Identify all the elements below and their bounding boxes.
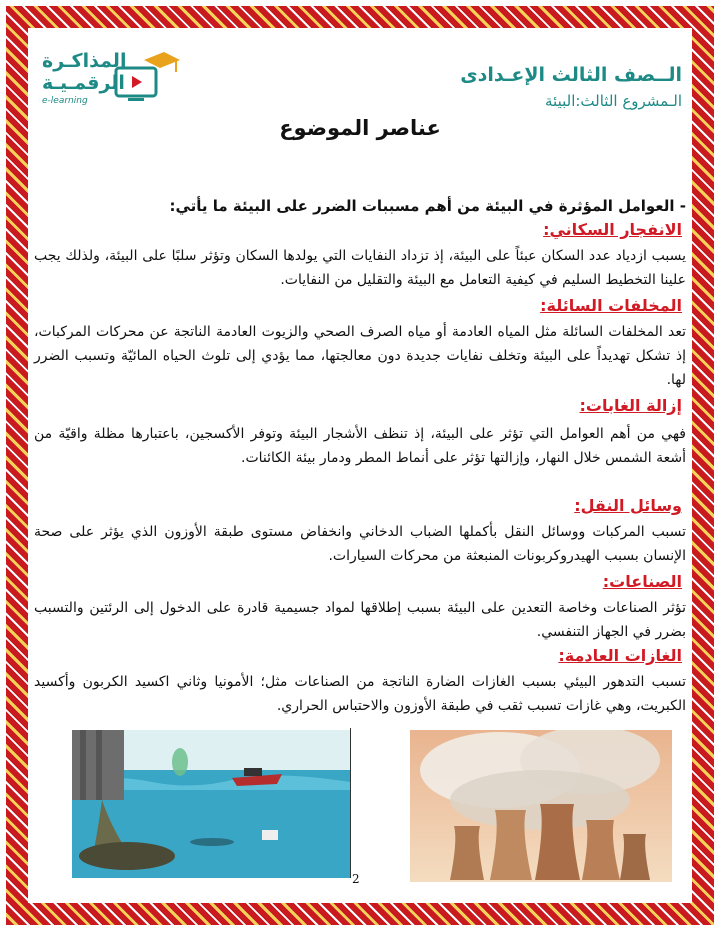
section-heading: الصناعات: [602,572,682,591]
page-number: 2 [352,872,360,886]
section-heading: إزالة الغابات: [579,396,682,415]
section-body: فهي من أهم العوامل التي تؤثر على البيئة، إذ تنظف الأشجار البيئة وتوفر الأكسجين، باعتبارها مظلة واقيّة من أشعة الشمس خلال النهار، وإزالتها تؤثر على أنماط المطر ودمار بيئة الكائنات. [34,426,686,466]
graduation-screen-icon [110,50,182,106]
logo [30,46,190,116]
page-content [30,30,690,902]
page-title: عناصر الموضوع [279,116,441,140]
project-label: الـمشروع الثالث:البيئة [545,92,682,110]
grade-label: الــصف الثالث الإعـدادى [460,64,682,86]
intro-text: - العوامل المؤثرة في البيئة من أهم مسببات الضرر على البيئة ما يأتي: [169,197,686,215]
water-pollution-image [72,730,350,878]
section-body: تسبب التدهور البيئي بسبب الغازات الضارة الناتجة من الصناعات مثل؛ الأمونيا وثاني اكسيد الكربون وأكسيد الكبريت، وهي غازات تسبب ثقب في طبقة الأوزون والاحتباس الحراري. [34,674,686,714]
section-heading: الغازات العادمة: [558,646,682,665]
cooling-towers-image [410,730,672,882]
section-body: تؤثر الصناعات وخاصة التعدين على البيئة بسبب إطلاقها لمواد جسيمية قادرة على الدخول إلى الرئتين والتسبب بضرر في الجهاز التنفسي. [34,600,686,640]
image-divider [350,728,351,878]
section-heading: وسائل النقل: [574,496,682,515]
section-heading: الانفجار السكاني: [543,220,682,239]
section-body: تعد المخلفات السائلة مثل المياه العادمة أو مياه الصرف الصحي والزيوت العادمة الناتجة عن محركات المركبات، إذ تشكل تهديداً على البيئة وتخلف نفايات جديدة دون معالجتها، مما يؤدي إلى تلوث الحياه المائيّة وتسبب الضرر لها. [34,324,686,388]
section-body: تسبب المركبات ووسائل النقل بأكملها الضباب الدخاني وانخفاض مستوى طبقة الأوزون الذي يؤثر على صحة الإنسان بسبب الهيدروكربونات المنبعثة من محركات السيارات. [34,524,686,564]
logo-line1: المذاكـرة [42,50,127,72]
section-heading: المخلفات السائلة: [540,296,682,315]
logo-line3: e-learning [42,96,88,106]
section-body: يسبب ازدياد عدد السكان عبئاً على البيئة، إذ تزداد النفايات التي يولدها السكان وتؤثر سلبًا على البيئة، ولذلك يجب علينا التخطيط السليم في كيفية التعامل مع البيئة والتقليل من النفايات. [34,248,686,288]
logo-line2: الرقمـيـة [42,72,125,94]
